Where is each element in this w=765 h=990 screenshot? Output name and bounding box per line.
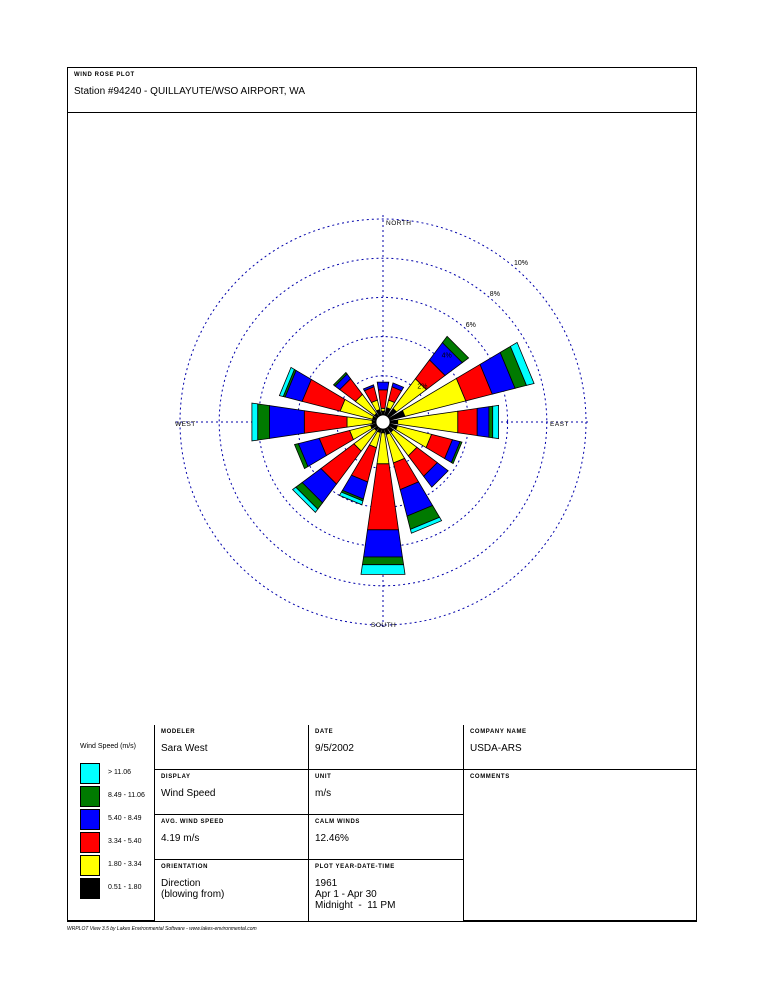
- company-cell: [464, 725, 697, 770]
- comments-label: COMMENTS: [470, 774, 510, 780]
- date-label: DATE: [315, 729, 334, 735]
- modeler-value: Sara West: [161, 743, 208, 754]
- modeler-label: MODELER: [161, 729, 196, 735]
- rose-petal-segment: [381, 429, 384, 433]
- legend-swatch: [80, 763, 100, 784]
- unit-label: UNIT: [315, 774, 332, 780]
- ring-label: 10%: [514, 260, 529, 267]
- plot-period-cell: [309, 860, 464, 921]
- rose-petal-segment: [381, 408, 385, 411]
- rose-petal-segment: [361, 565, 405, 575]
- wind-rose-chart: [68, 113, 696, 725]
- plot-type-label: WIND ROSE PLOT: [74, 72, 135, 78]
- unit-value: m/s: [315, 788, 332, 799]
- ring-label: 2%: [417, 383, 428, 391]
- legend-swatch: [80, 855, 100, 876]
- calm-winds-cell: [309, 815, 464, 860]
- display-label: DISPLAY: [161, 774, 191, 780]
- legend-swatch: [80, 832, 100, 853]
- report-header: [68, 68, 696, 113]
- calm-winds-value: 12.46%: [315, 833, 349, 844]
- legend-label: > 11.06: [108, 769, 132, 776]
- ring-label: 6%: [465, 321, 476, 329]
- legend-label: 5.40 - 8.49: [108, 815, 142, 822]
- rose-petal-segment: [368, 464, 399, 530]
- plot-period-label: PLOT YEAR-DATE-TIME: [315, 864, 395, 870]
- rose-petal-segment: [372, 420, 376, 423]
- legend-label: 0.51 - 1.80: [108, 884, 142, 891]
- rose-petal-segment: [489, 406, 493, 438]
- rose-petal-segment: [362, 557, 403, 565]
- date-cell: [309, 725, 464, 770]
- orientation-label: ORIENTATION: [161, 864, 209, 870]
- display-value: Wind Speed: [161, 788, 216, 799]
- rose-petal-segment: [458, 408, 477, 435]
- display-cell: [155, 770, 309, 815]
- rose-petal-segment: [381, 411, 384, 415]
- modeler-cell: [155, 725, 309, 770]
- legend-label: 1.80 - 3.34: [108, 861, 142, 868]
- rose-petal-segment: [258, 404, 270, 440]
- legend-label: 8.49 - 11.06: [108, 792, 145, 799]
- report-frame: [67, 67, 697, 922]
- legend-label: 3.34 - 5.40: [108, 838, 142, 845]
- legend-panel: [68, 725, 155, 921]
- plot-period-value: 1961 Apr 1 - Apr 30 Midnight - 11 PM: [315, 878, 396, 911]
- ring-label: 8%: [489, 290, 500, 298]
- avg-speed-value: 4.19 m/s: [161, 833, 200, 844]
- rose-petal-segment: [477, 407, 489, 438]
- avg-speed-cell: [155, 815, 309, 860]
- rose-petal-segment: [269, 406, 304, 439]
- rose-petal-segment: [304, 411, 347, 434]
- rose-petal-segment: [364, 530, 403, 557]
- legend-swatch: [80, 809, 100, 830]
- compass-north-label: NORTH: [386, 220, 412, 227]
- company-value: USDA-ARS: [470, 743, 522, 754]
- avg-speed-label: AVG. WIND SPEED: [161, 819, 224, 825]
- rose-petal-segment: [378, 390, 387, 408]
- ring-label: 4%: [441, 352, 452, 360]
- legend-title: Wind Speed (m/s): [80, 743, 137, 750]
- rose-petal-segment: [377, 382, 389, 390]
- legend-swatch: [80, 878, 100, 899]
- calm-winds-label: CALM WINDS: [315, 819, 360, 825]
- orientation-cell: [155, 860, 309, 921]
- compass-south-label: SOUTH: [371, 622, 397, 629]
- calm-circle: [376, 415, 390, 429]
- rose-petal-segment: [493, 405, 499, 438]
- orientation-value: Direction (blowing from): [161, 878, 225, 900]
- unit-cell: [309, 770, 464, 815]
- station-title: Station #94240 - QUILLAYUTE/WSO AIRPORT, WA: [74, 86, 306, 97]
- comments-cell: [464, 770, 697, 921]
- legend-swatch: [80, 786, 100, 807]
- software-footer: WRPLOT View 3.5 by Lakes Environmental Software - www.lakes-environmental.com: [67, 926, 257, 932]
- rose-petal-segment: [252, 403, 258, 441]
- compass-east-label: EAST: [550, 421, 569, 428]
- company-label: COMPANY NAME: [470, 729, 527, 735]
- rose-petal-segment: [390, 420, 398, 424]
- date-value: 9/5/2002: [315, 743, 354, 754]
- compass-west-label: WEST: [175, 421, 196, 428]
